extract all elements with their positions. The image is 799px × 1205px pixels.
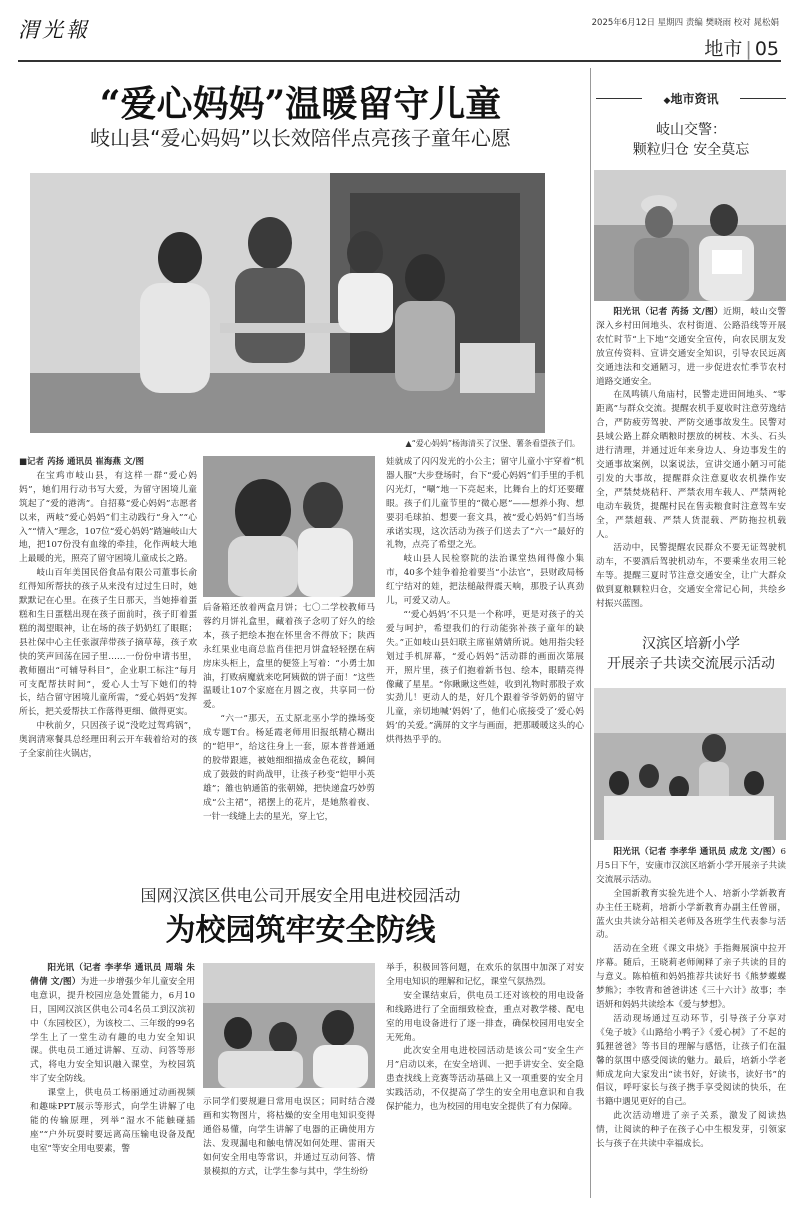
sidebar-news1-paragraph: 活动中，民警提醒农民群众不要无证驾驶机动车，不要酒后驾驶机动车，不要乘坐农用三轮车等。提醒三夏时节注意交通安全，让广大群众做到夏粮颗粒归仓，交通安全常记心间，共绘乡村振兴蓝图。	[596, 543, 786, 610]
main-story-paragraph: 娃就成了闪闪发光的小公主；留守儿童小宇穿着“机器人服”大步登场时，台下“爱心妈妈”们手里的手机闪光灯，“唰”地一下亮起来，比舞台上的灯还要耀眼。孩子们儿童节里的“微心愿”——想养小狗、想要羽毛球拍、想要一套文具，被“爱心妈妈”们当场承诺实现，这次活动为孩子们送去了“六一”最好的礼物，点亮了希望之光。	[386, 457, 584, 551]
main-story-col1	[19, 456, 197, 888]
sidebar-news1-body	[596, 306, 786, 611]
second-story-paragraph: 安全课结束后，供电员工还对该校的用电设备和线路进行了全面细致检查，重点对教学楼、配电室的用电设备进行了逐一排查，确保校园用电安全无死角。	[386, 990, 584, 1043]
second-story-lead-text: 为进一步增强少年儿童安全用电意识，提升校园应急处置能力，6月10日，国网汉滨区供电公司4名员工到汉滨初中（东园校区），为该校二、三年级的99名学生上了一堂生动有趣的电力安全知识课。供电员工通过讲解、互动、问答等形式，将电力安全知识融入课堂，为校园筑牢了安全防线。	[30, 976, 195, 1085]
main-subtitle: 岐山县“爱心妈妈”以长效陪伴点亮孩子童年心愿	[90, 126, 511, 150]
second-story-col3	[386, 962, 584, 1197]
sidebar-divider	[590, 68, 591, 1198]
sidebar-news1-lead-text: 近期，岐山交警深入乡村田间地头、农村街道、公路沿线等开展农忙时节“上下地”交通安全宣传，向农民朋友发放宣传资料、宣讲交通安全知识，引导农民远离交通违法和交通陋习，进一步促进农忙季节农村道路交通安全。	[596, 307, 786, 387]
news1-photo-illustration	[594, 170, 786, 301]
sidebar-news1-lead-head: 阳光讯	[613, 307, 641, 317]
main-story-paragraph: “六一”那天，五丈原北巫小学的操场变成专题T台。杨延霞老师用旧报纸精心糊出的“铠甲”，给这往身上一套，原本普普通通的胶带跟遮，被她细细描成金色花纹，瞬间成了鼓鼓的时尚战甲，让孩子秒变“铠甲小英雄”；雒也钠通笛的张朝娣，把快递盒巧妙剪成“公主裙”，裙摆上的花片，是她熬着夜、一针一线缝上去的星光，穿上它，	[203, 714, 375, 822]
sidebar-header-label: 地市资讯	[670, 92, 719, 106]
sidebar-news2-paragraph: 活动在全班《课文串烧》手指舞展演中拉开序幕。随后，王晓莉老师阐释了亲子共读的目的与意义。陈柏植和妈妈推荐共读好书《熊梦蝶蝶梦熊》；李牧青和爸爸讲述《三十六计》故事；李语妍和妈妈共读绘本《爱与梦想》。	[596, 944, 786, 1010]
second-story-paragraph: 示同学们要规避日常用电误区；同时结合漫画和实物图片，将枯燥的安全用电知识变得通俗易懂，向学生讲解了电器的正确使用方法、发现漏电和触电情况如何处理、雷雨天如何安全用电等常识，并通过互动问答、情景模拟的方式，让学生参与其中，学生纷纷	[203, 1097, 375, 1177]
page-number: 05	[754, 38, 779, 60]
second-story-col2	[203, 1096, 375, 1197]
date-line: 2025年6月12日 星期四 责编 樊晓雨 校对 晁松娟	[591, 18, 779, 28]
main-photo	[30, 173, 545, 433]
masthead-rule	[18, 60, 781, 62]
sidebar-news2-paragraph: 活动现场通过互动环节，引导孩子分享对《兔子坡》《山路给小鸭子》《爱心树》了不起的狐狸爸爸》等书目的理解与感悟，让孩子们在温馨的氛围中感受阅读的魅力。最后，培新小学老师成龙向大家发出“读书好，好读书，读好书”的倡议，呼吁家长与孩子携手享受阅读的快乐，在书籍中遇见更好的自己。	[596, 1013, 786, 1108]
sidebar-news1-lead-credit: （记者 芮扬 文/图）	[640, 307, 724, 317]
sidebar-news2-title-line1: 汉滨区培新小学	[642, 636, 740, 652]
main-photo-caption: ▲“爱心妈妈”杨海清买了汉堡、薯条看望孩子们。	[405, 439, 580, 448]
second-story-photo	[203, 963, 375, 1088]
sidebar-news2-lead-credit: （记者 李孝华 通讯员 成龙 文/图）	[640, 847, 781, 857]
sidebar-news1-paragraph: 在凤鸣镇八角庙村，民警走进田间地头、“零距离”与群众交流。提醒农机手夏收时注意劳逸结合，严防疲劳驾驶、严防交通事故发生。民警对县域公路上群众晒粮时摆放的树枝、木头、石头进行清理，并通过近年来身边人、身边事发生的交通事故案例，以案说法，宣讲交通小陋习可能引发的大事故，提醒群众注意夏收农机操作安全，严禁焚烧秸秆、严禁农用车载人、严禁两轮电动车载货，提醒村民在售卖粮食时注意驾车安全，严禁超载、严禁人货混载、严防拖拉机载人。	[596, 390, 786, 540]
second-story-headline: 为校园筑牢安全防线	[165, 913, 436, 948]
sidebar-news1-photo	[594, 170, 786, 301]
second-photo-illustration	[203, 963, 375, 1088]
main-story-col2	[203, 602, 375, 888]
main-story-paragraph: 岐山百年美国民俗食品有限公司董事长俞红得知所帮扶的孩子从来没有过过生日时，她默默记在心里。在孩子生日那天，当她捧着蛋糕和生日蛋糕出现在孩子面前时，孩子盯着蛋糕的渴望眼神，让在场的孩子奶奶红了眼眶；县社保中心主任张淑萍带孩子摘草莓，孩子欢快的笑声回荡在园子里……一份份申请书里，教师圈出“可辅导科目”，企业职工标注“每月可支配帮扶时间”，爱心人士写下她们的特长，结合留守困境儿童所需，“爱心妈妈”发挥所长，把关爱帮扶工作落得更细、做得更实。	[19, 568, 197, 718]
sidebar-news1-title-line2: 颗粒归仓 安全莫忘	[632, 142, 750, 158]
sidebar-news2-title	[596, 634, 786, 674]
sidebar-news2-title-line2: 开展亲子共读交流展示活动	[607, 656, 775, 672]
second-story-paragraph: 此次安全用电进校园活动是该公司“安全生产月”启动以来，在安全培训、一把手讲安全、安全隐患查找线上竞赛等活动基础上又一项重要的安全月实践活动，不仅提高了学生的安全用电意识和自我保护能力，也为校园的用电安全提供了有力保障。	[386, 1046, 584, 1113]
diamond-icon: ◆	[663, 96, 671, 106]
second-story-paragraph: 课堂上，供电员工杨丽通过动画视频和趣味PPT展示等形式，向学生讲解了电能的传输原理，列举“湿水不能触碰插座”“户外玩耍时要远离高压输电设备及配电室”等安全用电要素，警	[30, 1088, 195, 1154]
sidebar-news2-body	[596, 846, 786, 1198]
second-story-paragraph: 举手，积极回答问题，在欢乐的氛围中加深了对安全用电知识的理解和记忆，课堂气氛热烈。	[386, 963, 584, 987]
news2-photo-illustration	[594, 688, 786, 840]
section-title: 地市 | 05	[704, 38, 779, 60]
sidebar-news1-title	[596, 120, 786, 160]
sidebar-news2-lead	[596, 846, 786, 888]
sidebar-news1-lead	[596, 306, 786, 389]
sidebar-news2-paragraph: 全国新教育实验先进个人、培新小学新教育办主任王晓莉，培新小学新教育办副主任曾丽，蓝火虫共读分站相关老师及各班学生代表参与活动。	[596, 888, 786, 941]
main-story-inline-photo	[203, 456, 375, 597]
second-story-lead-head: 阳光讯	[47, 963, 75, 973]
sidebar-news2-photo	[594, 688, 786, 840]
main-story-paragraph: 中秋前夕，只因孩子说“没吃过驾鸡锅”，奥润清寒餐具总经理田利云开车载着给对的孩子全家前往火锅店，	[19, 721, 197, 760]
main-story-paragraph: “‘爱心妈妈’不只是一个称呼，更是对孩子的关爱与呵护，希望我们的行动能弥补孩子童年的缺失。”正如岐山县妇联主席崔婧婧所说。她用指尖轻划过手机屏幕，“爱心妈妈”活动群的画面次第展开，照片里，孩子们抱着新书包、绘本，眼睛亮得像藏了星星。“你瞅瞅这些娃，收到礼物时那股子欢实劲儿！更动人的是，好几个跟着爷爷奶奶的留守儿童，亲切地喊‘妈妈’了，他们心底接受了‘爱心妈妈’的关爱。”满屏的文字与画面，把那暖暖这头的心烘得热乎乎的。	[386, 609, 584, 746]
main-story-col3	[386, 456, 584, 888]
second-story-kicker: 国网汉滨区供电公司开展安全用电进校园活动	[140, 886, 461, 905]
sidebar-news2-lead-head: 阳光讯	[613, 847, 641, 857]
main-story-paragraph: 岐山县人民检察院的法治课堂热闹得像小集市，40多个娃争着抢着要当“小法官”，县财政局杨红宁结对的娃，把法槌敲得震天响，那股子认真劲儿，可爱又动人。	[386, 554, 584, 607]
newspaper-logo: 渭光報	[18, 18, 90, 42]
main-story-paragraph: 后备箱还放着两盒月饼；七〇二学校教师马蓉约月饼礼盒里，藏着孩子念叨了好久的绘本，孩子把绘本抱在怀里舍不得放下；陕西永红果业电商总监肖佳把月饼盒轻轻摆在病房床头柜上，盒里的便签上写着：“小勇士加油，打败病魔就来吃阿姨做的饼子面！”这些温暖让107个家庭在月圆之夜，共享同一份爱。	[203, 603, 375, 711]
sidebar-news2-paragraph: 此次活动增进了亲子关系，激发了阅读热情，让阅读的种子在孩子心中生根发芽，引领家长与孩子在共读中幸福成长。	[596, 1111, 786, 1150]
second-story-col1	[30, 962, 195, 1197]
sidebar-news2-lead-text: 6月5日下午，安康市汉滨区培新小学开展亲子共读交流展示活动。	[596, 847, 786, 885]
main-story-byline: ■记者 芮扬 通讯员 崔海燕 文/图	[19, 457, 144, 467]
sidebar-header	[596, 88, 786, 110]
second-story-lead-credit: （记者 李孝华 通讯员 周瑞 朱倩倩 文/图）	[30, 963, 195, 987]
section-name: 地市	[704, 38, 743, 60]
main-story-paragraph: 在宝鸡市岐山县，有这样一群“爱心妈妈”，她们用行动书写大爱，为留守困境儿童筑起了“爱的港湾”。自招募“爱心妈妈”志愿者以来，两岐“爱心妈妈”们主动践行“身入”“心入”“情入”理念，107位“爱心妈妈”踏遍岐山大地，把107份没有血缘的牵挂，化作两岐大地上最暖的光，照亮了留守困境儿童成长之路。	[19, 470, 197, 565]
main-headline: “爱心妈妈”温暖留守儿童	[99, 83, 502, 125]
second-story-lead	[30, 962, 195, 1087]
inline-photo-illustration	[203, 456, 375, 597]
main-photo-illustration	[30, 173, 545, 433]
sidebar-news1-title-line1: 岐山交警：	[656, 122, 726, 138]
